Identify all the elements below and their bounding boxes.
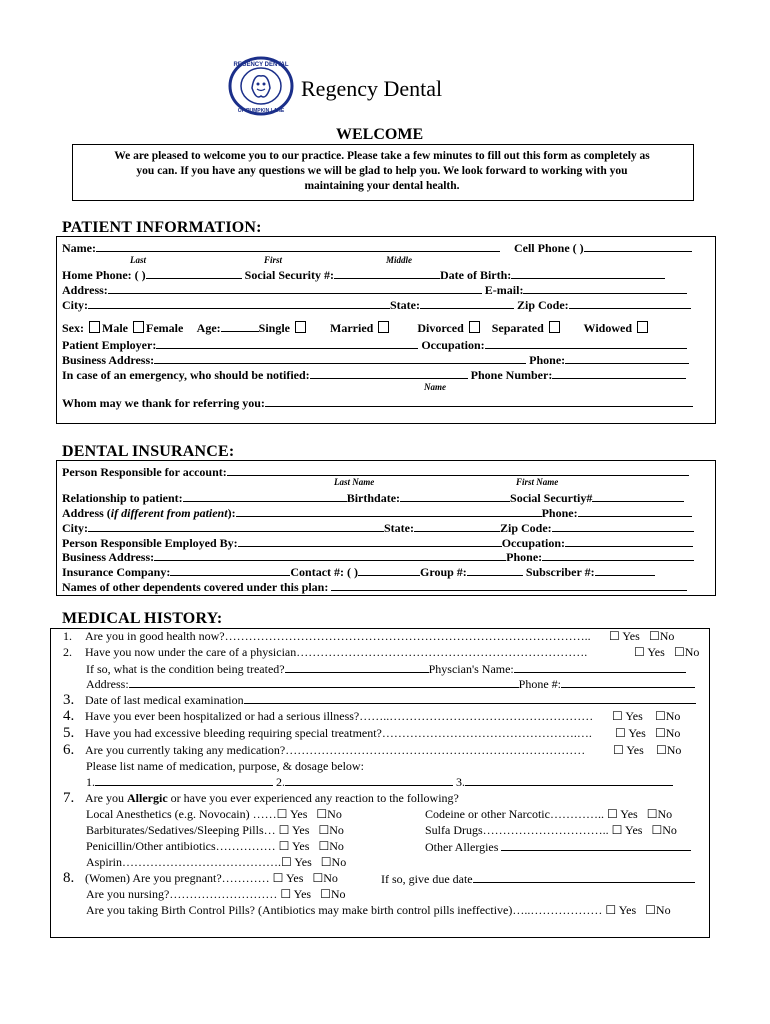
emergency-phone-field[interactable] xyxy=(552,367,686,379)
q6-no[interactable]: ☐No xyxy=(656,743,682,757)
penicillin-yes[interactable]: ☐ Yes xyxy=(278,839,310,853)
barbiturates-row: Barbiturates/Sedatives/Sleeping Pills… ☐ Yes ☐No xyxy=(86,823,344,837)
subscriber-field[interactable] xyxy=(595,564,655,576)
codeine-yes[interactable]: ☐ Yes xyxy=(606,807,638,821)
sublabel-middle: Middle xyxy=(386,255,412,265)
emergency-name-field[interactable] xyxy=(310,367,468,379)
due-date-row: If so, give due date xyxy=(381,871,695,887)
age-field[interactable] xyxy=(221,320,259,332)
sublabel-last: Last xyxy=(130,255,147,265)
medication-list-row: 1. 2. 3. xyxy=(86,774,673,790)
group-field[interactable] xyxy=(467,564,523,576)
practice-title: Regency Dental xyxy=(301,76,443,101)
insurance-phone-field[interactable] xyxy=(578,505,692,517)
insurance-company-row: Insurance Company: Contact #: ( ) Group #: Subscriber #: xyxy=(62,564,655,579)
intro-line-2: you can. If you have any questions we will be glad to help you. We look forward to working with you xyxy=(136,165,628,177)
codeine-no[interactable]: ☐No xyxy=(646,807,673,821)
cell-phone-field[interactable] xyxy=(584,240,692,252)
relationship-row: Relationship to patient: Birthdate: Social Securtiy# xyxy=(62,490,684,505)
dependents-row: Names of other dependents covered under this plan: xyxy=(62,579,687,594)
other-allergies-row: Other Allergies xyxy=(425,839,691,855)
sublabel-first-name: First Name xyxy=(516,477,559,487)
q2-yes[interactable]: ☐ Yes xyxy=(634,645,665,659)
patient-info-heading: PATIENT INFORMATION: xyxy=(62,219,262,236)
q5-no[interactable]: ☐No xyxy=(655,726,681,740)
q1-row: 1. Are you in good health now?……………………………………………………………………………….. xyxy=(63,629,591,643)
dependents-field[interactable] xyxy=(331,579,687,591)
q8-row: 8. (Women) Are you pregnant?………… ☐ Yes ☐No xyxy=(63,870,338,886)
birth-control-row: Are you taking Birth Control Pills? (Antibiotics may make birth control pills ineffective)…..……………… ☐ Yes ☐No xyxy=(86,903,671,917)
local-no[interactable]: ☐No xyxy=(316,807,342,821)
single-checkbox[interactable] xyxy=(295,321,306,333)
q1-no[interactable]: ☐No xyxy=(649,629,675,643)
q2-no[interactable]: ☐No xyxy=(674,645,700,659)
intro-line-3: maintaining your dental health. xyxy=(304,180,460,192)
sublabel-first: First xyxy=(264,255,283,265)
svg-text:REGENCY DENTAL: REGENCY DENTAL xyxy=(233,62,289,68)
business-address-row: Business Address: Phone: xyxy=(62,352,689,367)
sublabel-name: Name xyxy=(424,382,446,392)
regency-dental-logo xyxy=(228,56,294,116)
nursing-row: Are you nursing?……………………… ☐ Yes ☐No xyxy=(86,887,346,901)
last-exam-field[interactable] xyxy=(244,692,696,704)
sulfa-no[interactable]: ☐No xyxy=(651,823,677,837)
insurance-ssn-field[interactable] xyxy=(592,490,684,502)
sublabel-last-name: Last Name xyxy=(334,477,375,487)
relationship-field[interactable] xyxy=(183,490,347,502)
insurance-business-field[interactable] xyxy=(154,549,506,561)
q5-row: 5. Have you had excessive bleeding requiring special treatment?………………………………………….…. xyxy=(63,725,592,741)
q5-yes[interactable]: ☐ Yes xyxy=(615,726,646,740)
physician-field[interactable] xyxy=(514,661,686,673)
q6-yes[interactable]: ☐ Yes xyxy=(613,743,644,757)
medical-heading: MEDICAL HISTORY: xyxy=(62,610,223,627)
zip-field[interactable] xyxy=(569,297,691,309)
local-anesthetics-row: Local Anesthetics (e.g. Novocain) ……☐ Yes ☐No xyxy=(86,807,342,821)
penicillin-row: Penicillin/Other antibiotics…………… ☐ Yes ☐No xyxy=(86,839,344,853)
pregnant-no[interactable]: ☐No xyxy=(312,871,338,885)
q2-row: 2. Have you now under the care of a physician………………………………………………………………. xyxy=(63,645,588,659)
insurance-city-row: City: State: Zip Code: xyxy=(62,520,694,535)
insurance-business-phone-field[interactable] xyxy=(542,549,694,561)
barb-yes[interactable]: ☐ Yes xyxy=(278,823,310,837)
insurance-company-field[interactable] xyxy=(170,564,290,576)
insurance-zip-field[interactable] xyxy=(552,520,694,532)
widowed-checkbox[interactable] xyxy=(637,321,648,333)
female-checkbox[interactable] xyxy=(133,321,144,333)
pregnant-yes[interactable]: ☐ Yes xyxy=(272,871,304,885)
responsible-row: Person Responsible for account: xyxy=(62,464,689,479)
home-phone-field[interactable] xyxy=(146,267,242,279)
referral-row: Whom may we thank for referring you: xyxy=(62,395,693,410)
responsible-field[interactable] xyxy=(227,464,689,476)
aspirin-no[interactable]: ☐No xyxy=(320,855,347,869)
insurance-address-row: Address (if different from patient): Phone: xyxy=(62,505,692,520)
email-field[interactable] xyxy=(523,282,687,294)
address-field[interactable] xyxy=(108,282,482,294)
nursing-no[interactable]: ☐No xyxy=(320,887,346,901)
dob-field[interactable] xyxy=(511,267,665,279)
local-yes[interactable]: ☐ Yes xyxy=(276,807,308,821)
business-address-field[interactable] xyxy=(154,352,526,364)
insurance-city-field[interactable] xyxy=(88,520,384,532)
q6-row: 6. Are you currently taking any medication?………………………………………………………………… xyxy=(63,742,586,758)
city-field[interactable] xyxy=(88,297,390,309)
medication-1-field[interactable] xyxy=(95,774,273,786)
insurance-heading: DENTAL INSURANCE: xyxy=(62,443,235,460)
birth-control-no[interactable]: ☐No xyxy=(645,903,671,917)
address-row: Address: E-mail: xyxy=(62,282,687,297)
business-phone-field[interactable] xyxy=(565,352,689,364)
svg-text:OF PUMPKIN LANE: OF PUMPKIN LANE xyxy=(237,108,285,114)
employed-by-row: Person Responsible Employed By: Occupation: xyxy=(62,535,693,550)
codeine-row: Codeine or other Narcotic………….. ☐ Yes ☐No xyxy=(425,807,673,821)
divorced-checkbox[interactable] xyxy=(469,321,480,333)
physician-phone-field[interactable] xyxy=(561,676,695,688)
q1-yes[interactable]: ☐ Yes xyxy=(609,629,640,643)
other-allergies-field[interactable] xyxy=(501,839,691,851)
q2-address-row: Address: Phone #: xyxy=(86,676,695,692)
q4-no[interactable]: ☐No xyxy=(655,709,681,723)
sulfa-yes[interactable]: ☐ Yes xyxy=(611,823,643,837)
separated-checkbox[interactable] xyxy=(549,321,560,333)
q7-row: 7. Are you Allergic or have you ever experienced any reaction to the following? xyxy=(63,790,459,806)
insurance-business-row: Business Address: Phone: xyxy=(62,549,694,564)
home-phone-row: Home Phone: ( ) Social Security #: Date of Birth: xyxy=(62,267,665,282)
married-checkbox[interactable] xyxy=(378,321,389,333)
medication-3-field[interactable] xyxy=(465,774,673,786)
q4-row: 4. Have you ever been hospitalized or had a serious illness?……..…………………………………………… xyxy=(63,708,594,724)
nursing-yes[interactable]: ☐ Yes xyxy=(280,887,312,901)
insurance-address-field[interactable] xyxy=(236,505,542,517)
sulfa-row: Sulfa Drugs………………………….. ☐ Yes ☐No xyxy=(425,823,677,837)
condition-field[interactable] xyxy=(285,661,429,673)
q4-yes[interactable]: ☐ Yes xyxy=(612,709,643,723)
aspirin-yes[interactable]: ☐ Yes xyxy=(281,855,312,869)
intro-line-1: We are pleased to welcome you to our practice. Please take a few minutes to fill out this form as completely as xyxy=(114,150,650,162)
sex-row: Sex: Male Female Age: Single Married Divorced Separated Widowed xyxy=(62,320,650,335)
city-row: City: State: Zip Code: xyxy=(62,297,691,312)
barb-no[interactable]: ☐No xyxy=(318,823,344,837)
referral-field[interactable] xyxy=(265,395,693,407)
welcome-heading: WELCOME xyxy=(336,126,424,143)
ssn-field[interactable] xyxy=(334,267,440,279)
birthdate-field[interactable] xyxy=(400,490,510,502)
q6-list-label: Please list name of medication, purpose, & dosage below: xyxy=(86,759,364,773)
male-checkbox[interactable] xyxy=(89,321,100,333)
employer-row: Patient Employer: Occupation: xyxy=(62,337,687,352)
contact-field[interactable] xyxy=(358,564,420,576)
physician-address-field[interactable] xyxy=(129,676,519,688)
q2-condition-row: If so, what is the condition being treated? Physcian's Name: xyxy=(86,661,686,677)
penicillin-no[interactable]: ☐No xyxy=(318,839,344,853)
insurance-state-field[interactable] xyxy=(414,520,500,532)
birth-control-yes[interactable]: ☐ Yes xyxy=(605,903,637,917)
name-row: Name: Cell Phone ( ) xyxy=(62,240,692,255)
medication-2-field[interactable] xyxy=(285,774,453,786)
intro-text xyxy=(72,149,692,194)
aspirin-row: Aspirin………………………………….☐ Yes ☐No xyxy=(86,855,347,869)
emergency-row: In case of an emergency, who should be notified: Phone Number: xyxy=(62,367,686,382)
employer-field[interactable] xyxy=(156,337,418,349)
state-field[interactable] xyxy=(420,297,514,309)
employed-by-field[interactable] xyxy=(238,535,502,547)
occupation-field[interactable] xyxy=(485,337,687,349)
due-date-field[interactable] xyxy=(473,871,695,883)
name-field[interactable] xyxy=(96,240,500,252)
insurance-occupation-field[interactable] xyxy=(565,535,693,547)
q3-row: 3. Date of last medical examination xyxy=(63,692,696,708)
